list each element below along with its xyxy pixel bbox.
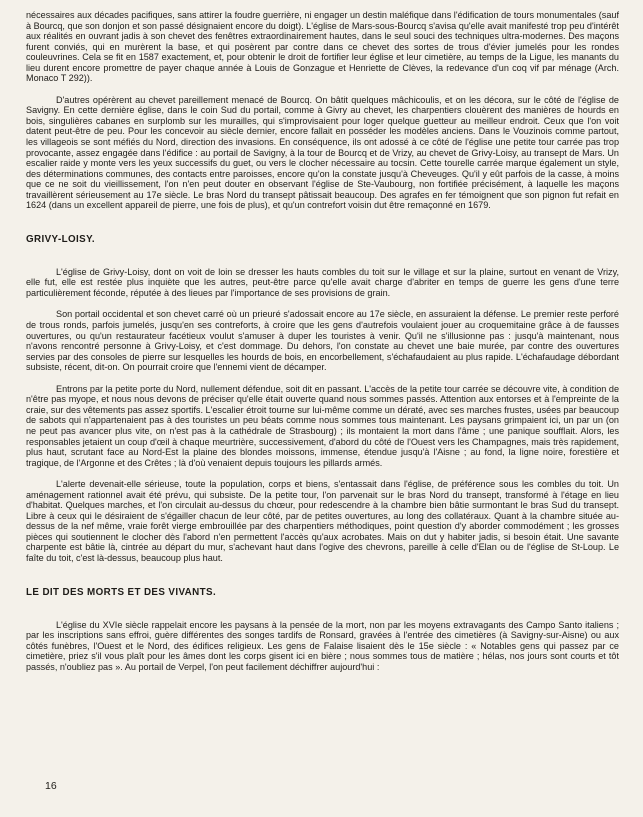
section-grivy-loisy <box>26 234 619 564</box>
paragraph: Entrons par la petite porte du Nord, nullement défendue, soit dit en passant. L'accès de la petite tour carrée se découvre vite, à condition de n'être pas myope, et nous nous devons de préciser qu'elle était ouverte quand nous sommes passés. Attention aux entorses et à l'empreinte de la craie, sur des vêtements pas assez sportifs. L'escalier étroit tourne sur lui-même comme un dératé, avec ses marches frustes, usées par beaucoup de sabots qui n'appartenaient pas à des touristes un peu béats comme nous sommes tous maintenant. Les paysans grimpaient ici, un par un (on ne peut pas avancer plus vite, on n'est pas à la cathédrale de Strasbourg) ; ils montaient la mort dans l'âme ; une panique soufflait. Alors, les responsables jetaient un coup d'œil à chaque meurtrière, successivement, d'abord du côté de l'Ouest vers les Champagnes, mais très rapidement, plus haut, scrutant face au Nord-Est la plaine des blondes moissons, immense, étendue jusqu'à l'Aisne ; au fond, la ligne noire, forestière et tragique, de l'Argonne et des Crêtes ; là d'où venaient depuis toujours les pillards armés. <box>26 383 619 468</box>
paragraph: D'autres opérèrent au chevet pareillement menacé de Bourcq. On bâtit quelques mâchicoulis, et on les décora, sur le côté de l'église de Savigny. En cette dernière église, dans le coin Sud du portail, comme à Givry au chevet, les charpentiers clouèrent des manières de hourds en bois, singulières cabanes en surplomb sur les murailles, qui s'improvisaient pour loger quelque guetteur au meilleur endroit. Ceux que l'on voit datent peut-être de peu. Pour les concevoir au siècle dernier, encore fallait en posséder les modèles anciens. Dans le Vouzinois comme partout, les villageois se sont méfiés du Nord, direction des invasions. En conséquence, ils ont adossé à ce côté de l'église une petite tour carrée pas trop provocante, assez engagée dans l'édifice : au portail de Savigny, à la tour de Bourcq et de Vrizy, au chevet de Grivy-Loisy, au transept de Mars. Un escalier raide y monte vers les yeux successifs du guet, ou vers le clocher nécessaire au tocsin. Cette tourelle carrée marque également un style, des déterminations communes, des contacts entre paroisses, encore qu'on la constate jusqu'à Cheveuges. Qu'il y eût parfois de la casse, à moins que ce ne soit du vieillissement, l'on n'en peut douter en observant l'église de Ste-Vaubourg, non fortifiée précisément, à laquelle les maçons travaillèrent sérieusement au 17e siècle. Le bras Nord du transept pâtissait beaucoup. Des agrafes en fer témoignent que son pignon fut refait en 1624 (dans un excellent appareil de pierre, une fois de plus), et qu'un contrefort voisin dut être remaçonné en 1679. <box>26 94 619 211</box>
paragraph: nécessaires aux décades pacifiques, sans attirer la foudre guerrière, ni engager un destin maléfique dans l'édification de tours monumentales (sauf à Bourcq, que son donjon et son passé désignaient encore du doigt). L'église de Mars-sous-Bourcq s'avisa qu'elle avait manifesté trop peu d'intérêt aux réalités en ouvrant jadis à son chevet des fenêtres extraordinairement hautes, dans le seul souci des techniques ultra-modernes. Des maçons furent conviés, qui en murèrent la base, et qui posèrent par contre dans ce chevet des sortes de trous d'évier jumelés pour les rondes couleuvrines. Cela se fit en 1587 exactement, et, pour obtenir le droit de fortifier leur église et leur cimetière, au temps de la Ligue, les manants du lieu durent encore promettre de payer chaque année à Louis de Gonzague et Henriette de Clèves, la redevance d'un coq vif par ménage (Arch. Monaco T 292)). <box>26 10 619 84</box>
paragraph: Son portail occidental et son chevet carré où un prieuré s'adossait encore au 17e siècle, en assuraient la défense. Le premier reste perforé de trous ronds, parfois jumelés, jusqu'en ses contreforts, à croire que les gens d'autrefois voulaient jouer au croquemitaine grâce à de fausses ouvertures, ou qu'un restaurateur facétieux voulut s'amuser à duper les touristes à venir. Qu'il ne s'illusionne pas : jusqu'à maintenant, nous n'avons rencontré personne à Grivy-Loisy, et c'est dommage. Du dehors, l'on constate au chevet une baie murée, par contre des ouvertures servies par des consoles de pierre sur lesquelles les hourds de bois, en encorbellement, s'échafaudaient au plus rapide. L'échafaudage débordant subsiste, récent, dit-on. On pourrait croire que l'ennemi vient de décamper. <box>26 309 619 373</box>
paragraph: L'église du XVIe siècle rappelait encore les paysans à la pensée de la mort, non par les moyens extravagants des Campo Santo italiens ; par les inscriptions sans effroi, guère différentes des songes tardifs de Ronsard, gravées à l'entrée des cimetières (à Savigny-sur-Aisne) ou aux côtés funèbres, l'Ouest et le Nord, des édifices religieux. Les gens de Falaise lisaient dès le 15e siècle : « Notables gens qui passez par ce cimetière, priez s'il vous plaît pour les âmes dont les corps gisent ici en bière ; nous sommes tous de matière ; hélas, nos jours sont courts et tôt passés, n'oubliez pas ». Au portail de Verpel, l'on peut facilement déchiffrer aujourd'hui : <box>26 619 619 672</box>
page-number: 16 <box>45 780 57 792</box>
paragraph: L'alerte devenait-elle sérieuse, toute la population, corps et biens, s'entassait dans l'église, de préférence sous les combles du toit. Un aménagement rationnel avait été prévu, qui subsiste. De la petite tour, l'on parvenait sur le bras Nord du transept, transformé à l'étage en lieu d'habitat. Quelques marches, et l'on circulait au-dessus du chœur, pour redescendre à la chambre bien bâtie surmontant le bras Sud du transept. Libre à ceux qui le désiraient de s'égailler chacun de leur côté, par de petites ouvertures, au long des collatéraux. Quant à la chambre située au-dessus de la nef même, vraie forêt vierge embrouillée par des charpentiers méthodiques, point question d'y aborder commodément ; les grosses pièces qui soutiennent le clocher dès l'abord n'en permettent l'accès qu'aux acrobates. Mais on dut y habiter jadis, si besoin était. Une savante charpente est bâtie là, cintrée au départ du mur, s'achevant haut dans l'ogive des chevrons, pareille à celle d'Elan ou de l'église de St-Loup. Le faîte du toit, c'est là-dessus, beaucoup plus haut. <box>26 479 619 563</box>
section-heading: LE DIT DES MORTS ET DES VIVANTS. <box>26 586 217 598</box>
section-dit-des-morts <box>26 587 619 673</box>
section-heading: GRIVY-LOISY. <box>26 233 96 245</box>
paragraph: L'église de Grivy-Loisy, dont on voit de loin se dresser les hauts combles du toit sur le village et sur la plaine, surtout en venant de Vrizy, elle fut, elle est restée plus inquiète que les autres, peut-être parce qu'elle avait charge d'abriter en temps de guerre les gens d'une terre particulièrement féconde, réputée à des lieues par l'importance de ses provisions de grain. <box>26 266 619 298</box>
section-intro <box>26 10 619 211</box>
